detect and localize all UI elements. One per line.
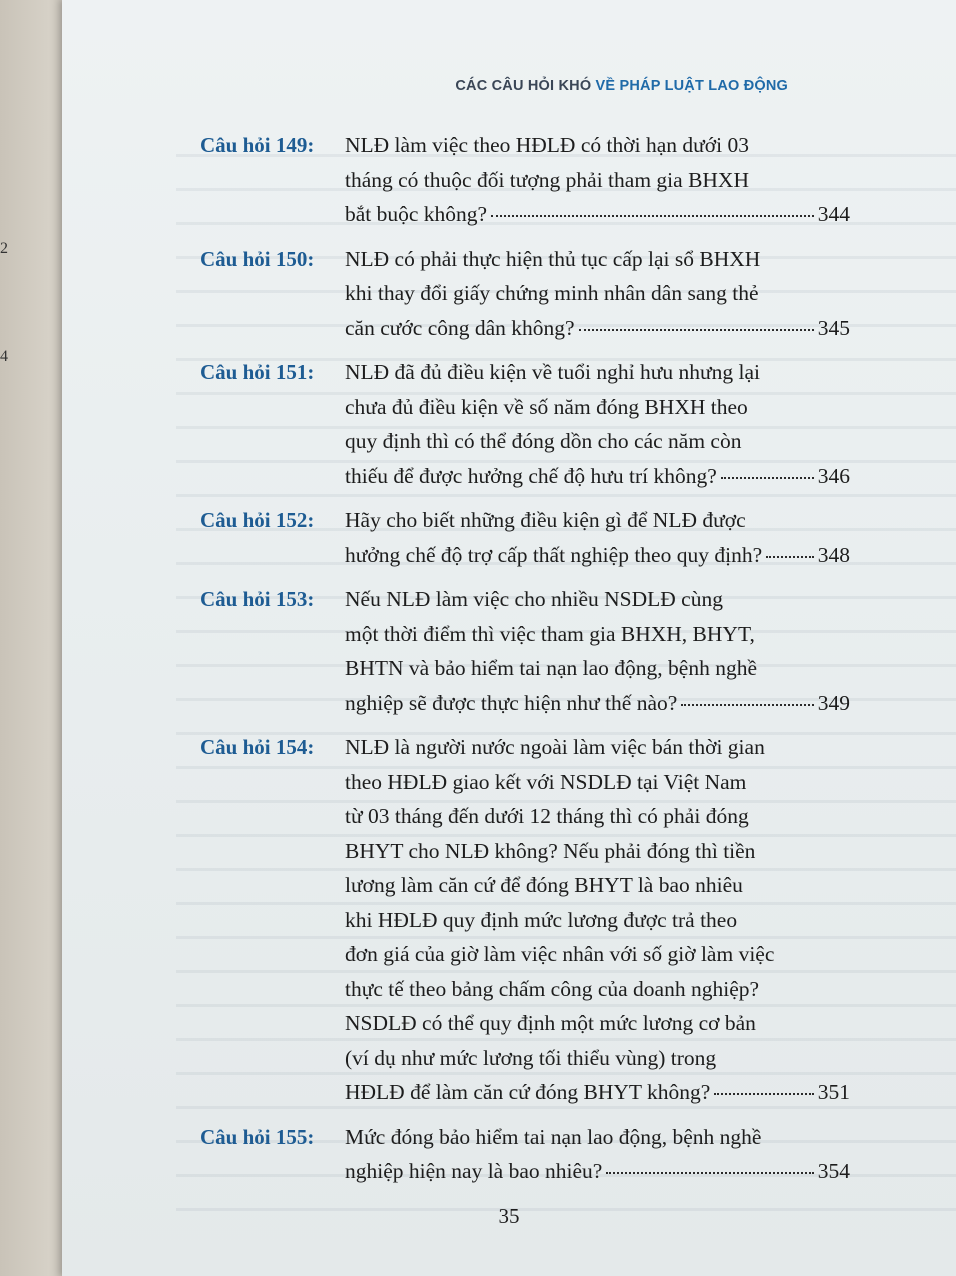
toc-entry <box>200 355 850 493</box>
page-reference: 345 <box>817 315 850 340</box>
toc-entry <box>200 730 850 1110</box>
toc-entry <box>200 242 850 346</box>
question-line: tháng có thuộc đối tượng phải tham gia BHXH <box>345 167 749 192</box>
question-line: Nếu NLĐ làm việc cho nhiều NSDLĐ cùng <box>345 587 723 611</box>
dot-leader <box>579 309 814 331</box>
desk-background <box>0 0 70 1276</box>
header-part-2: VỀ PHÁP LUẬT LAO ĐỘNG <box>595 78 788 94</box>
question-last-line <box>345 197 850 232</box>
dot-leader <box>714 1073 813 1095</box>
page-reference: 344 <box>817 202 850 226</box>
page-reference: 351 <box>817 1080 850 1104</box>
question-line: (ví dụ như mức lương tối thiểu vùng) trong <box>345 1045 717 1070</box>
edge-mark: 4 <box>0 348 8 365</box>
question-line: một thời điểm thì việc tham gia BHXH, BHYT, <box>345 621 755 646</box>
previous-page-edge <box>0 240 8 366</box>
question-last-line <box>345 538 850 573</box>
question-line: HĐLĐ để làm căn cứ đóng BHYT không? <box>345 1080 711 1104</box>
question-line: NLĐ là người nước ngoài làm việc bán thời gian <box>345 735 765 759</box>
page-number: 35 <box>498 1204 520 1228</box>
book-page <box>62 0 956 1276</box>
page-reference: 346 <box>817 463 850 488</box>
toc-entry <box>200 1120 850 1189</box>
header-part-1: CÁC CÂU HỎI KHÓ <box>455 78 592 94</box>
toc-entry <box>200 503 850 572</box>
dot-leader <box>606 1152 813 1174</box>
page-reference: 348 <box>817 542 850 567</box>
question-text <box>345 1120 850 1189</box>
question-label: Câu hỏi 151: <box>200 360 315 384</box>
question-last-line <box>345 1154 850 1189</box>
page-reference: 354 <box>817 1159 850 1183</box>
question-line: thiếu để được hưởng chế độ hưu trí không? <box>345 463 717 488</box>
question-text <box>345 503 850 572</box>
question-line: nghiệp sẽ được thực hiện như thế nào? <box>345 690 678 715</box>
question-line: thực tế theo bảng chấm công của doanh nghiệp? <box>345 976 760 1001</box>
dot-leader <box>766 536 814 558</box>
question-text <box>345 128 850 232</box>
question-line: NSDLĐ có thể quy định một mức lương cơ bản <box>345 1011 756 1035</box>
question-label: Câu hỏi 149: <box>200 133 315 157</box>
question-line: khi thay đổi giấy chứng minh nhân dân sang thẻ <box>345 281 759 305</box>
question-line: NLĐ đã đủ điều kiện về tuổi nghỉ hưu nhưng lại <box>345 360 761 384</box>
question-text <box>345 242 850 346</box>
question-line: NLĐ có phải thực hiện thủ tục cấp lại sổ BHXH <box>345 246 761 271</box>
question-line: BHTN và bảo hiểm tai nạn lao động, bệnh nghề <box>345 656 757 680</box>
question-line: lương làm căn cứ để đóng BHYT là bao nhiêu <box>345 873 743 897</box>
question-line: từ 03 tháng đến dưới 12 tháng thì có phải đóng <box>345 804 749 828</box>
question-label: Câu hỏi 152: <box>200 508 315 532</box>
toc-entry <box>200 128 850 232</box>
question-label: Câu hỏi 155: <box>200 1124 315 1149</box>
question-label: Câu hỏi 150: <box>200 246 315 271</box>
question-line: hưởng chế độ trợ cấp thất nghiệp theo quy định? <box>345 542 763 567</box>
page-reference: 349 <box>817 690 850 715</box>
question-text <box>345 582 850 720</box>
running-header <box>455 78 788 94</box>
question-line: BHYT cho NLĐ không? Nếu phải đóng thì tiền <box>345 838 756 863</box>
table-of-contents <box>200 128 850 1199</box>
question-line: theo HĐLĐ giao kết với NSDLĐ tại Việt Nam <box>345 769 747 794</box>
question-text <box>345 355 850 493</box>
question-line: Mức đóng bảo hiểm tai nạn lao động, bệnh nghề <box>345 1124 762 1149</box>
question-line: đơn giá của giờ làm việc nhân với số giờ làm việc <box>345 942 775 966</box>
question-line: NLĐ làm việc theo HĐLĐ có thời hạn dưới 03 <box>345 133 749 157</box>
question-label: Câu hỏi 153: <box>200 587 315 611</box>
question-last-line <box>345 311 850 346</box>
question-line: khi HĐLĐ quy định mức lương được trả theo <box>345 907 738 932</box>
dot-leader <box>721 457 814 479</box>
question-line: bắt buộc không? <box>345 202 488 226</box>
question-line: căn cước công dân không? <box>345 315 575 340</box>
question-last-line <box>345 459 850 494</box>
toc-entry <box>200 582 850 720</box>
question-line: quy định thì có thể đóng dồn cho các năm còn <box>345 429 742 453</box>
question-last-line <box>345 1075 850 1110</box>
question-label: Câu hỏi 154: <box>200 735 315 759</box>
edge-mark: 2 <box>0 240 8 257</box>
question-last-line <box>345 686 850 721</box>
dot-leader <box>681 684 813 706</box>
question-text <box>345 730 850 1110</box>
dot-leader <box>491 195 814 217</box>
question-line: Hãy cho biết những điều kiện gì để NLĐ được <box>345 508 746 532</box>
question-line: nghiệp hiện nay là bao nhiêu? <box>345 1159 603 1183</box>
question-line: chưa đủ điều kiện về số năm đóng BHXH theo <box>345 394 748 419</box>
